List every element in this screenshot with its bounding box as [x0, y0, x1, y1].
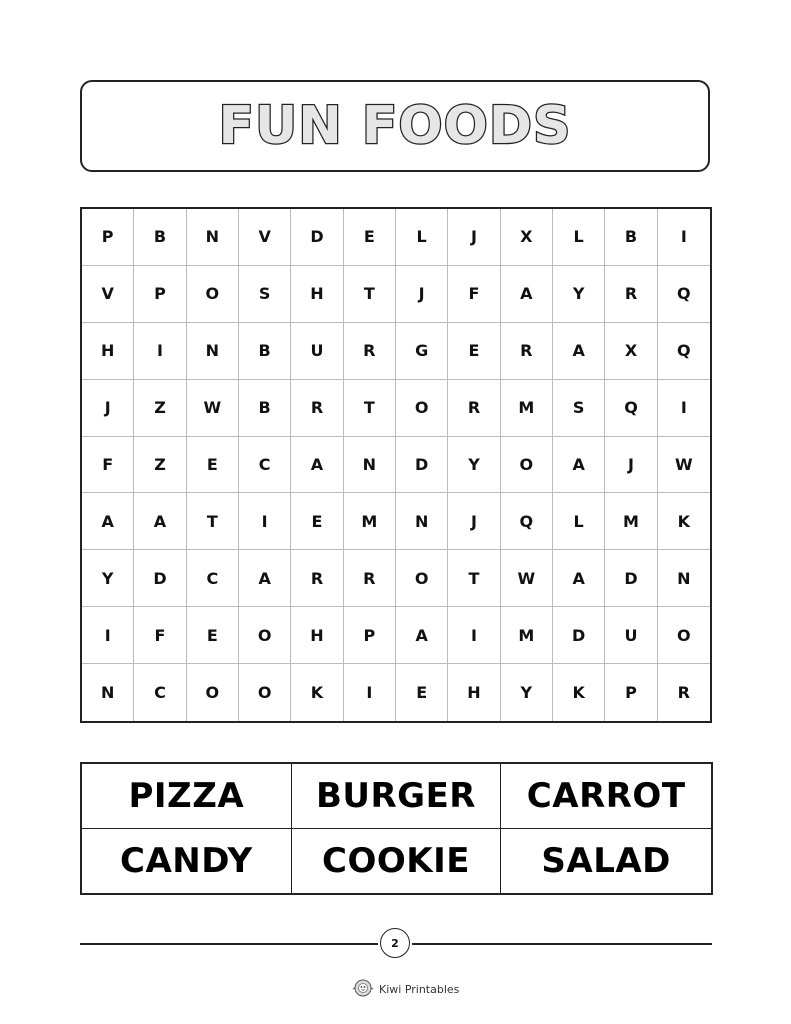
grid-cell[interactable]: A [239, 550, 291, 607]
grid-cell[interactable]: A [82, 493, 134, 550]
grid-cell[interactable]: F [134, 607, 186, 664]
brand [352, 978, 459, 1000]
footer-divider-left [80, 943, 378, 945]
grid-cell[interactable]: D [396, 437, 448, 494]
word-item: SALAD [541, 840, 671, 881]
grid-cell[interactable]: Q [605, 380, 657, 437]
grid-cell[interactable]: V [82, 266, 134, 323]
page-number: 2 [380, 928, 410, 958]
grid-cell[interactable]: H [291, 266, 343, 323]
grid-cell[interactable]: M [501, 607, 553, 664]
grid-cell[interactable]: O [239, 607, 291, 664]
grid-cell[interactable]: L [553, 209, 605, 266]
grid-cell[interactable]: O [396, 380, 448, 437]
grid-cell[interactable]: B [239, 380, 291, 437]
word-item: CANDY [82, 829, 292, 894]
grid-cell[interactable]: I [658, 209, 710, 266]
grid-cell[interactable]: C [134, 664, 186, 721]
grid-cell[interactable]: N [187, 323, 239, 380]
grid-cell[interactable]: P [134, 266, 186, 323]
grid-cell[interactable]: O [658, 607, 710, 664]
word-item: COOKIE [292, 829, 502, 894]
grid-cell[interactable]: B [134, 209, 186, 266]
grid-cell[interactable]: U [605, 607, 657, 664]
grid-cell[interactable]: K [291, 664, 343, 721]
grid-cell[interactable]: A [134, 493, 186, 550]
grid-cell[interactable]: M [605, 493, 657, 550]
grid-cell[interactable]: Q [658, 323, 710, 380]
grid-cell[interactable]: Y [82, 550, 134, 607]
grid-cell[interactable]: N [82, 664, 134, 721]
grid-cell[interactable]: A [501, 266, 553, 323]
grid-cell[interactable]: K [553, 664, 605, 721]
grid-cell[interactable]: Y [553, 266, 605, 323]
grid-cell[interactable]: E [187, 607, 239, 664]
kiwi-logo-icon [352, 976, 374, 1002]
grid-cell[interactable]: I [82, 607, 134, 664]
grid-cell[interactable]: D [553, 607, 605, 664]
grid-cell[interactable]: J [448, 209, 500, 266]
grid-cell[interactable]: N [344, 437, 396, 494]
title-box [80, 80, 710, 172]
grid-cell[interactable]: A [553, 550, 605, 607]
grid-cell[interactable]: G [396, 323, 448, 380]
grid-cell[interactable]: W [501, 550, 553, 607]
grid-cell[interactable]: Y [448, 437, 500, 494]
grid-cell[interactable]: M [501, 380, 553, 437]
grid-cell[interactable]: N [658, 550, 710, 607]
grid-cell[interactable]: S [239, 266, 291, 323]
grid-cell[interactable]: R [677, 683, 690, 703]
word-search-grid [80, 207, 712, 723]
grid-cell[interactable]: C [239, 437, 291, 494]
grid-cell[interactable]: S [553, 380, 605, 437]
grid-cell[interactable]: L [553, 493, 605, 550]
grid-cell[interactable]: R [448, 380, 500, 437]
grid-cell[interactable]: R [291, 550, 343, 607]
grid-cell[interactable]: B [239, 323, 291, 380]
word-item: CARROT [501, 764, 711, 829]
grid-cell[interactable]: I [658, 380, 710, 437]
grid-cell[interactable]: B [605, 209, 657, 266]
grid-cell[interactable]: E [187, 437, 239, 494]
grid-cell[interactable]: R [605, 266, 657, 323]
grid-cell[interactable]: I [344, 664, 396, 721]
grid-cell[interactable]: J [82, 380, 134, 437]
grid-cell[interactable]: N [187, 209, 239, 266]
grid-cell[interactable]: F [82, 437, 134, 494]
grid-cell[interactable]: T [187, 493, 239, 550]
grid-cell[interactable]: L [396, 209, 448, 266]
grid-cell[interactable]: Z [134, 437, 186, 494]
grid-cell[interactable]: X [501, 209, 553, 266]
grid-cell[interactable]: C [187, 550, 239, 607]
grid-cell[interactable]: J [605, 437, 657, 494]
grid-cell[interactable]: H [82, 323, 134, 380]
grid-cell[interactable]: J [396, 266, 448, 323]
grid-cell[interactable]: A [553, 323, 605, 380]
grid-cell[interactable]: A [396, 607, 448, 664]
word-item: BURGER [292, 764, 502, 829]
grid-cell[interactable]: P [82, 209, 134, 266]
word-list [80, 762, 713, 895]
grid-cell[interactable]: A [553, 437, 605, 494]
grid-cell[interactable]: P [344, 607, 396, 664]
grid-cell[interactable]: Q [501, 493, 553, 550]
grid-cell[interactable]: D [605, 550, 657, 607]
grid-cell[interactable]: V [239, 209, 291, 266]
page-title: FUN FOODS [218, 96, 572, 156]
grid-cell[interactable]: X [605, 323, 657, 380]
grid-cell[interactable]: O [187, 664, 239, 721]
grid-cell[interactable]: W [658, 437, 710, 494]
grid-cell[interactable]: Y [501, 664, 553, 721]
brand-name: Kiwi Printables [379, 982, 460, 996]
grid-cell[interactable]: P [605, 664, 657, 721]
grid-cell[interactable]: O [187, 266, 239, 323]
grid-cell[interactable]: R [501, 323, 553, 380]
grid-cell[interactable]: T [344, 266, 396, 323]
grid-cell[interactable]: H [448, 664, 500, 721]
grid-cell[interactable]: N [396, 493, 448, 550]
grid-cell[interactable]: T [344, 380, 396, 437]
grid-cell[interactable]: E [291, 493, 343, 550]
footer-divider-right [412, 943, 712, 945]
word-item: PIZZA [82, 764, 292, 829]
grid-cell[interactable]: H [291, 607, 343, 664]
grid-cell[interactable]: R [291, 380, 343, 437]
grid-cell[interactable]: W [187, 380, 239, 437]
grid-cell[interactable]: D [134, 550, 186, 607]
grid-cell[interactable]: D [291, 209, 343, 266]
grid-cell[interactable]: M [344, 493, 396, 550]
grid-cell[interactable]: O [239, 664, 291, 721]
grid-cell[interactable]: I [239, 493, 291, 550]
grid-cell[interactable]: Z [134, 380, 186, 437]
grid-cell[interactable]: T [448, 550, 500, 607]
grid-cell[interactable]: I [448, 607, 500, 664]
grid-cell[interactable]: I [134, 323, 186, 380]
grid-cell[interactable]: A [291, 437, 343, 494]
grid-cell[interactable]: K [658, 493, 710, 550]
grid-cell[interactable]: J [448, 493, 500, 550]
grid-cell[interactable]: O [501, 437, 553, 494]
grid-cell[interactable]: E [448, 323, 500, 380]
grid-cell[interactable]: O [396, 550, 448, 607]
grid-cell[interactable]: R [344, 550, 396, 607]
grid-cell[interactable]: F [448, 266, 500, 323]
grid-cell[interactable]: R [344, 323, 396, 380]
grid-cell[interactable]: E [396, 664, 448, 721]
grid-cell[interactable]: E [344, 209, 396, 266]
grid-cell[interactable]: Q [658, 266, 710, 323]
grid-cell[interactable]: U [291, 323, 343, 380]
